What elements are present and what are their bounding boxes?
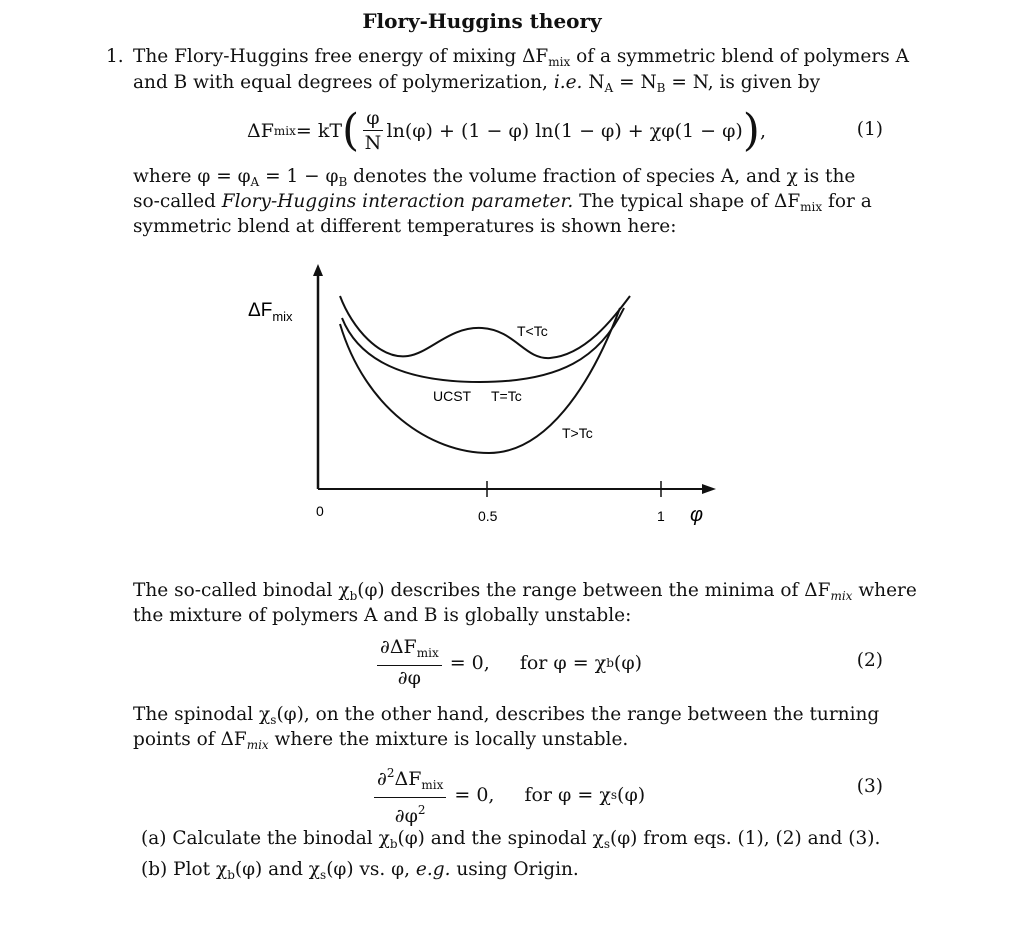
series-label-T-lt-Tc: T<Tc [517,323,548,339]
spinodal-line-2: points of $\Delta F_{mix}$ where the mixture is locally unstable. [133,729,629,752]
page-title: Flory-Huggins theory [362,9,602,33]
binodal-line-1: The so-called binodal $\chi_b(\varphi)$ describes the range between the minima of $\Delta F_{mix}$ where [133,580,917,603]
y-axis-arrow [313,264,323,276]
free-energy-chart [240,258,730,538]
annotation-UCST: UCST [433,388,472,404]
x-axis-label: φ [690,504,704,526]
y-axis-label: $\Delta F_{mix}$ [248,300,293,324]
equation-1-number: (1) [856,119,883,140]
where-line-1: where $\varphi = \varphi_A = 1 - \varphi_B$ denotes the volume fraction of species A, and χ is the [133,166,856,189]
series-label-T-gt-Tc: T>Tc [562,425,593,441]
spinodal-line-1: The spinodal $\chi_s(\varphi)$, on the other hand, describes the range between the turning [133,704,880,727]
intro-line-1: The Flory-Huggins free energy of mixing $\Delta F_{mix}$ of a symmetric blend of polymers A [133,46,909,69]
equation-2-number: (2) [856,650,883,671]
binodal-line-2: the mixture of polymers A and B is globally unstable: [133,605,632,626]
equation-1: ΔF mix = kT ( $\frac{\varphi}{N}$ ln(φ) + (1 − φ) ln(1 − φ) + χφ(1 − φ) ) , [247,104,767,156]
item-a: (a) Calculate the binodal $\chi_b(\varphi)$ and the spinodal $\chi_s(\varphi)$ from eqs. (1), (2) and (3). [141,828,881,851]
x-tick-label-0.5: 0.5 [478,508,498,524]
where-line-3: symmetric blend at different temperatures is shown here: [133,216,677,237]
x-tick-label-0: 0 [316,503,324,519]
item-b: (b) Plot $\chi_b(\varphi)$ and $\chi_s(\varphi)$ vs. φ, e.g. using Origin. [141,859,579,882]
intro-line-2: and B with equal degrees of polymerization, i.e. $N_A = N_B = N$, is given by [133,72,821,95]
equation-3-number: (3) [856,776,883,797]
x-tick-label-1: 1 [657,508,665,524]
series-line-T-lt-Tc [340,296,630,358]
problem-number: 1. [106,46,124,67]
where-line-2: so-called Flory-Huggins interaction parameter. The typical shape of $\Delta F_{mix}$ for a [133,191,872,214]
equation-2: $\frac{\partial\Delta F_{mix}}{\partial\varphi}$ = 0, for φ = χ b (φ) [373,636,642,689]
x-axis-arrow [702,484,716,494]
series-line-T-eq-Tc [342,308,624,382]
equation-3: $\frac{\partial^2\Delta F_{mix}}{\partial\varphi^2}$ = 0, for φ = χ s (φ) [370,762,645,827]
series-label-T-eq-Tc: T=Tc [491,388,522,404]
